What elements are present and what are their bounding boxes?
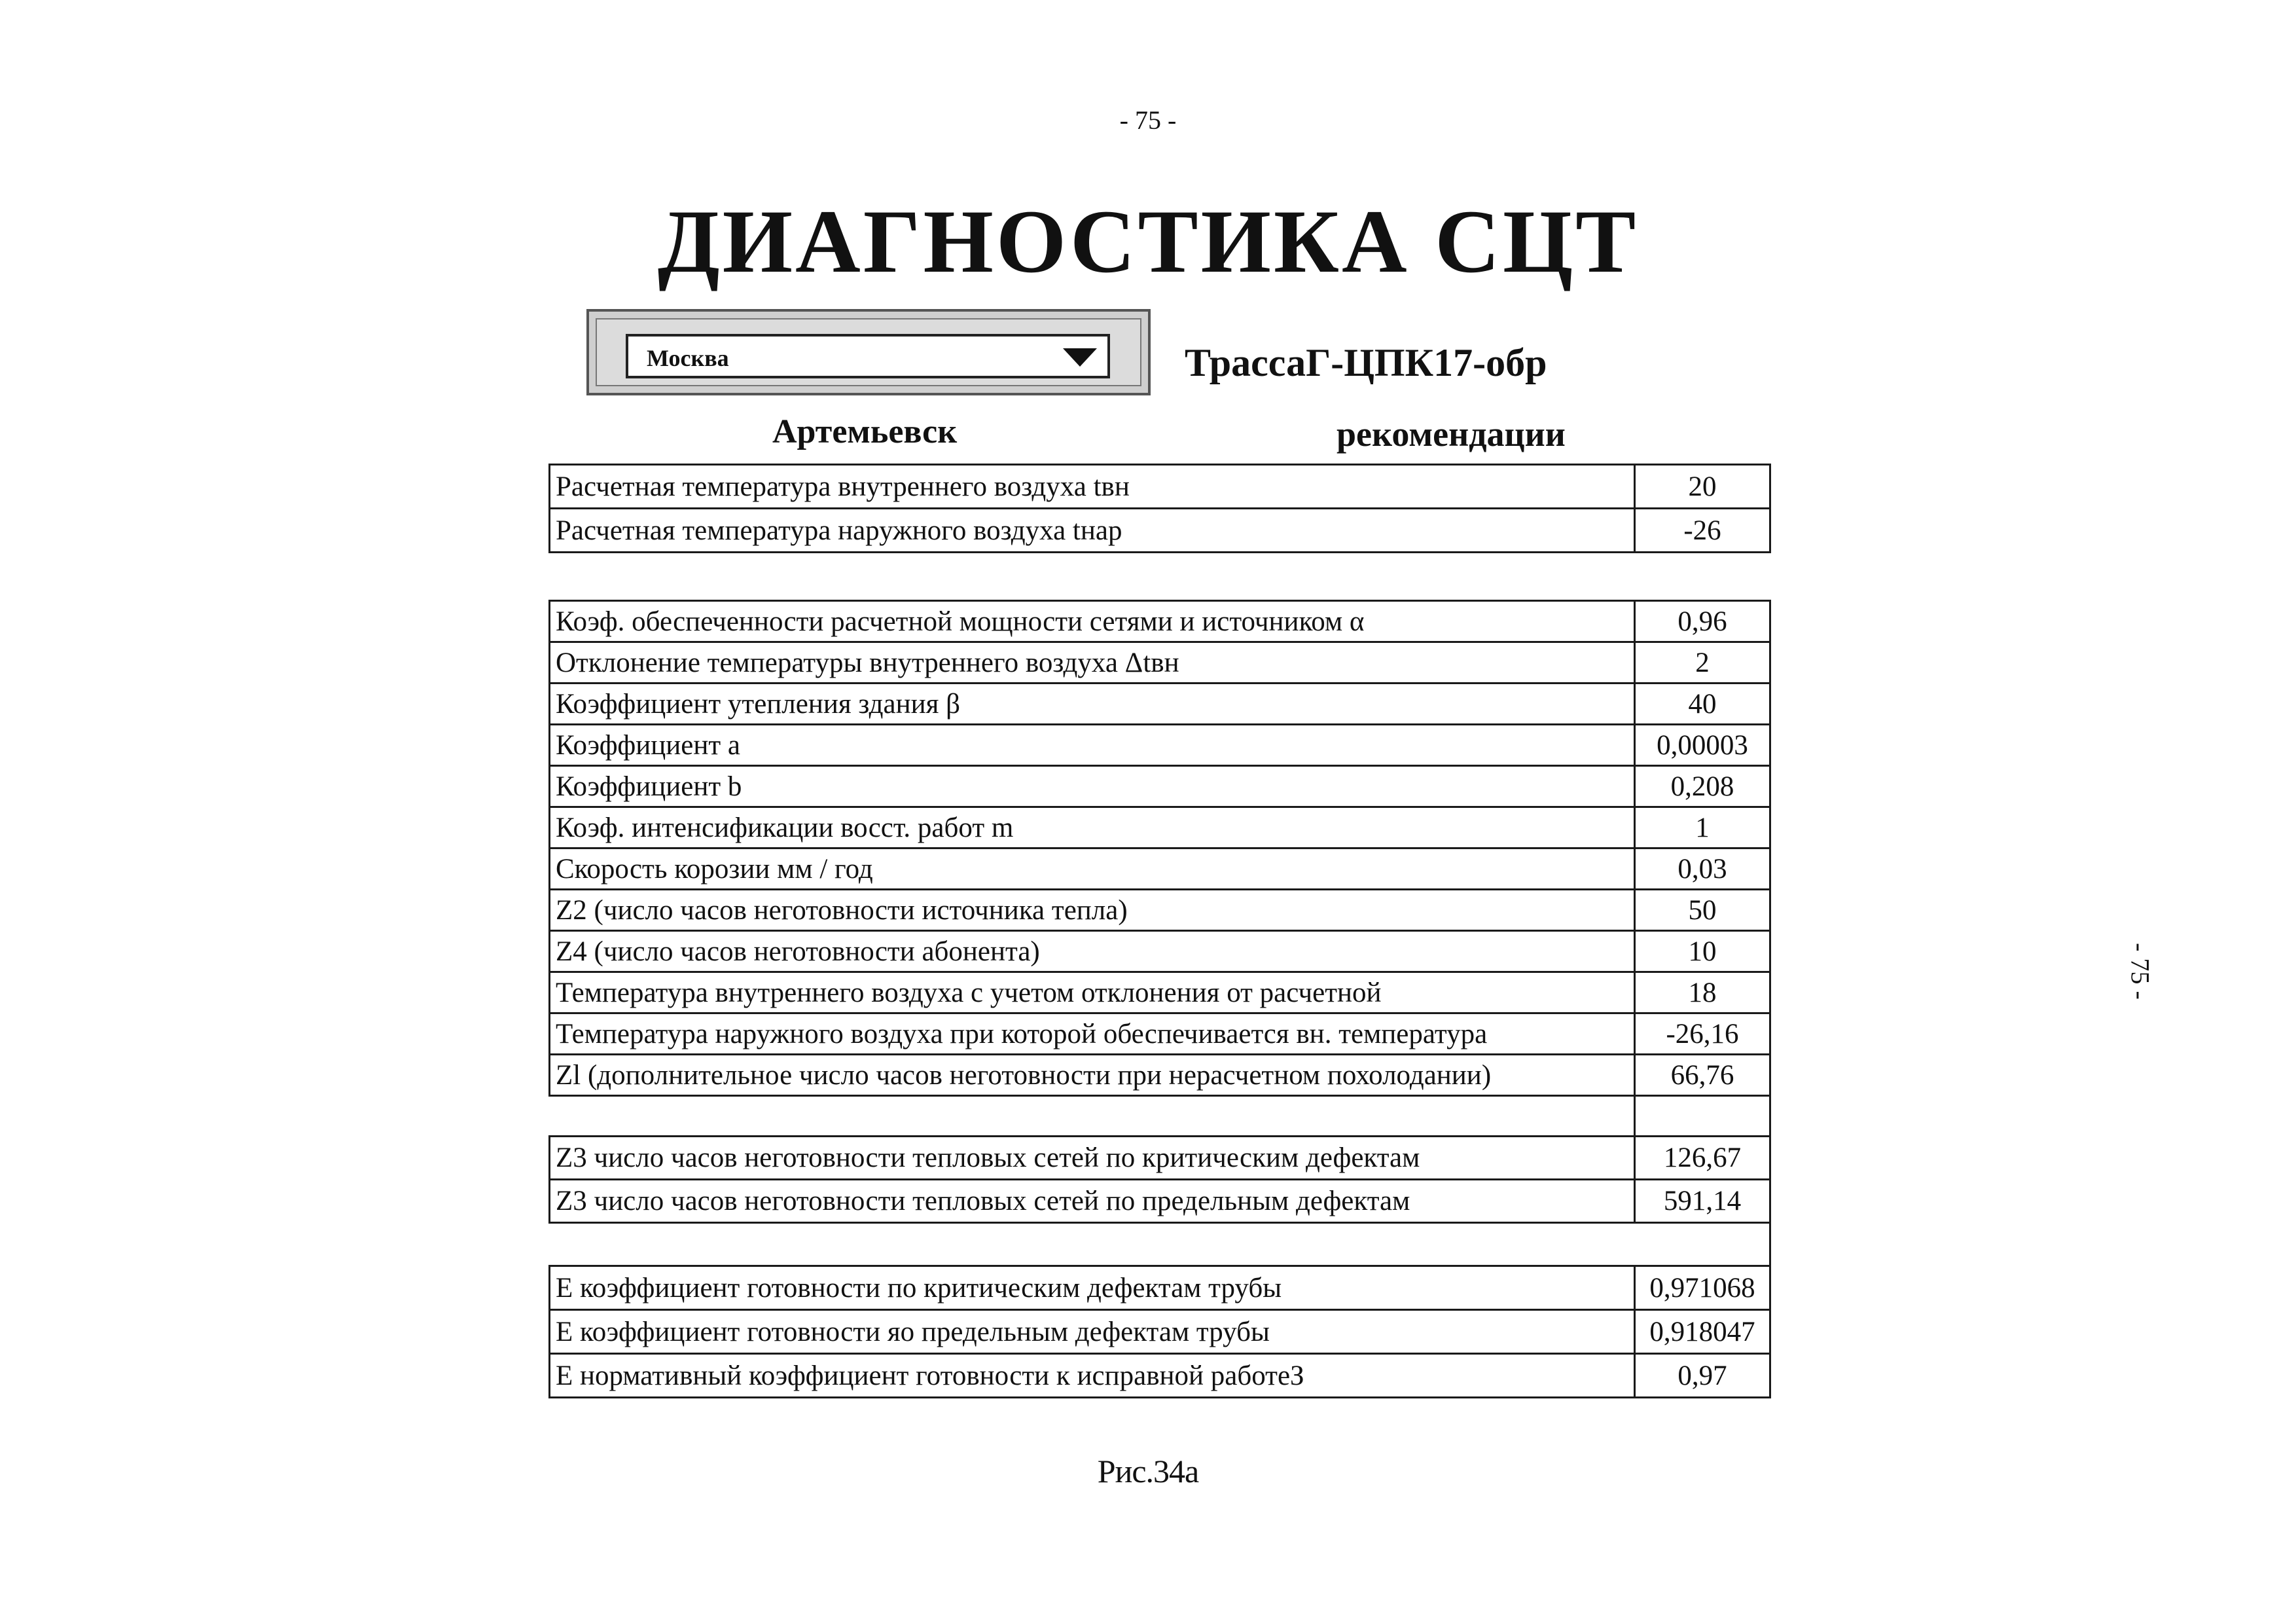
row-label: E коэффициент готовности по критическим дефектам трубы [550, 1266, 1635, 1310]
coefficients-table [548, 600, 1771, 1097]
page-title: ДИАГНОСТИКА СЦТ [657, 191, 1639, 291]
row-value: 66,76 [1635, 1055, 1770, 1096]
side-page-number: - 75 - [2125, 943, 2155, 1000]
table-row [550, 1354, 1770, 1398]
row-value: 591,14 [1635, 1180, 1770, 1223]
row-value: -26 [1635, 509, 1770, 553]
row-value: 20 [1635, 465, 1770, 509]
row-value: 0,208 [1635, 766, 1770, 807]
row-label: Z3 число часов неготовности тепловых сетей по критическим дефектам [550, 1137, 1635, 1180]
row-value: 10 [1635, 931, 1770, 972]
row-value: 2 [1635, 642, 1770, 684]
table-row [550, 1055, 1770, 1096]
row-label: E нормативный коэффициент готовности к исправной работеЗ [550, 1354, 1635, 1398]
recommendations-label: рекомендации [1336, 414, 1566, 454]
row-value: 126,67 [1635, 1137, 1770, 1180]
table-row [550, 725, 1770, 766]
city-select[interactable] [626, 334, 1110, 378]
table-row [550, 890, 1770, 931]
readiness-coefficient-table [548, 1265, 1771, 1398]
design-temperature-table [548, 464, 1771, 553]
row-value: 0,96 [1635, 601, 1770, 642]
route-name: ТрассаГ-ЦПК17-обр [1185, 341, 1547, 384]
table-row [550, 601, 1770, 642]
row-value: 50 [1635, 890, 1770, 931]
table-divider [1769, 1218, 1771, 1266]
table-row [550, 1180, 1770, 1223]
row-label: Z2 (число часов неготовности источника тепла) [550, 890, 1635, 931]
row-value: 40 [1635, 684, 1770, 725]
row-label: Коэф. обеспеченности расчетной мощности сетями и источником α [550, 601, 1635, 642]
row-label: Расчетная температура наружного воздуха tнар [550, 509, 1635, 553]
row-label: E коэффициент готовности яо предельным дефектам трубы [550, 1310, 1635, 1354]
table-row [550, 1310, 1770, 1354]
row-label: Z4 (число часов неготовности абонента) [550, 931, 1635, 972]
row-label: Отклонение температуры внутреннего воздуха Δtвн [550, 642, 1635, 684]
table-row [550, 509, 1770, 553]
table-row [550, 766, 1770, 807]
z3-table [548, 1135, 1771, 1224]
table-row [550, 642, 1770, 684]
city-name: Артемьевск [772, 413, 958, 450]
row-value: 0,00003 [1635, 725, 1770, 766]
table-row [550, 972, 1770, 1013]
city-select-panel [596, 318, 1141, 386]
row-label: Расчетная температура внутреннего воздуха tвн [550, 465, 1635, 509]
table-row [550, 1013, 1770, 1055]
row-label: Коэффициент b [550, 766, 1635, 807]
row-label: Z3 число часов неготовности тепловых сетей по предельным дефектам [550, 1180, 1635, 1223]
row-value: 0,918047 [1635, 1310, 1770, 1354]
row-label: Коэффициент a [550, 725, 1635, 766]
row-value: 0,03 [1635, 848, 1770, 890]
table-row [550, 931, 1770, 972]
figure-caption: Рис.34а [1097, 1453, 1199, 1489]
row-label: Температура наружного воздуха при которой обеспечивается вн. температура [550, 1013, 1635, 1055]
row-label: Коэффициент утепления здания β [550, 684, 1635, 725]
table-row [550, 684, 1770, 725]
row-label: Коэф. интенсификации восст. работ m [550, 807, 1635, 848]
row-value: 1 [1635, 807, 1770, 848]
row-value: 0,97 [1635, 1354, 1770, 1398]
table-row [550, 1137, 1770, 1180]
table-row [550, 1266, 1770, 1310]
dropdown-arrow-icon[interactable] [1063, 348, 1097, 367]
row-value: -26,16 [1635, 1013, 1770, 1055]
table-divider [1769, 1084, 1771, 1137]
city-select-value: Москва [647, 345, 729, 371]
table-divider [1634, 1084, 1636, 1137]
table-row [550, 848, 1770, 890]
row-value: 0,971068 [1635, 1266, 1770, 1310]
row-label: Скорость корозии мм / год [550, 848, 1635, 890]
table-row [550, 807, 1770, 848]
row-label: Zl (дополнительное число часов неготовности при нерасчетном похолодании) [550, 1055, 1635, 1096]
row-label: Температура внутреннего воздуха с учетом отклонения от расчетной [550, 972, 1635, 1013]
city-select-frame [586, 309, 1151, 395]
table-row [550, 465, 1770, 509]
page-number: - 75 - [1119, 105, 1177, 135]
row-value: 18 [1635, 972, 1770, 1013]
